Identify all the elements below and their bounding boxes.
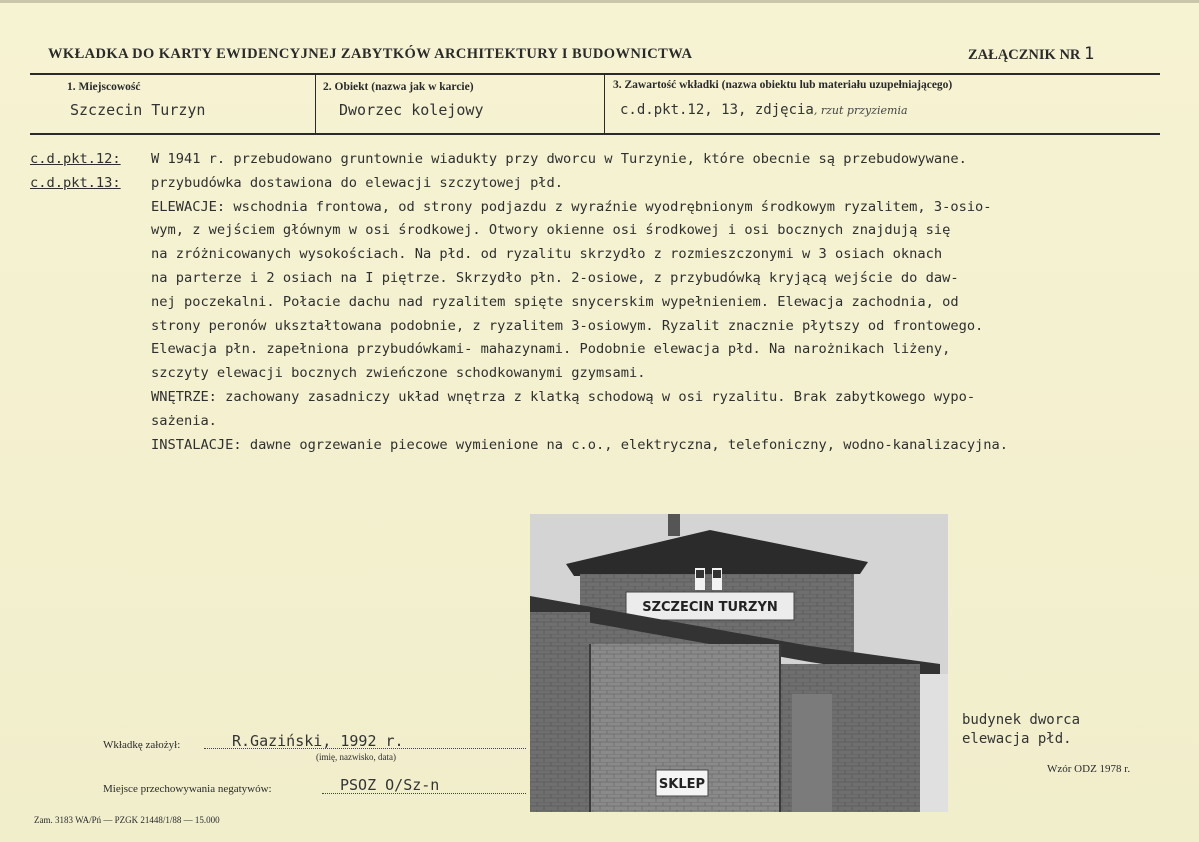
order-number: Zam. 3183 WA/Pń — PZGK 21448/1/88 — 15.000 [34, 815, 220, 825]
body-line [30, 196, 1008, 220]
appendix-number: 1 [1084, 44, 1095, 64]
building-photo-drawing [530, 514, 948, 812]
body-line [30, 362, 1008, 386]
field-value-locality: Szczecin Turzyn [70, 101, 206, 119]
appendix-label-text: ZAŁĄCZNIK NR [968, 47, 1081, 63]
shop-sign: SKLEP [658, 777, 706, 792]
body-line-text: szczyty elewacji bocznych zwieńczone schodkowanymi gzymsami. [151, 365, 646, 382]
field-value-contents-handwritten: , rzut przyziemia [813, 104, 908, 117]
negatives-label: Miejsce przechowywania negatywów: [103, 783, 272, 795]
body-line-text: na parterze i 2 osiach na I piętrze. Skrzydło płn. 2-osiowe, z przybudówką kryjącą wejście do daw- [151, 269, 959, 286]
negatives-value: PSOZ O/Sz-n [340, 776, 440, 794]
body-line [30, 148, 1008, 172]
body-line-text: ELEWACJE: wschodnia frontowa, od strony podjazdu z wyraźnie wyodrębnionym środkowym ryzalitem, 3-osio- [151, 198, 992, 215]
body-line-text: nej poczekalni. Połacie dachu nad ryzalitem spięte snycerskim wypełnieniem. Elewacja zachodnia, od [151, 293, 959, 310]
document-title: WKŁADKA DO KARTY EWIDENCYJNEJ ZABYTKÓW ARCHITEKTURY I BUDOWNICTWA [48, 46, 693, 62]
body-line [30, 267, 1008, 291]
body-line-text: wym, z wejściem głównym w osi środkowej. Otwory okienne osi środkowej i osi bocznych znajdują się [151, 222, 951, 239]
body-line-text: Elewacja płn. zapełniona przybudówkami- mahazynami. Podobnie elewacja płd. Na narożnikach liżeny, [151, 341, 951, 358]
form-pattern: Wzór ODZ 1978 r. [1047, 763, 1131, 775]
field-label-locality: 1. Miejscowość [67, 81, 141, 93]
page-edge [0, 0, 1199, 3]
body-line-text: sażenia. [151, 412, 217, 429]
station-sign: SZCZECIN TURZYN [642, 600, 778, 615]
photo-caption-line-2: elewacja płd. [962, 731, 1072, 747]
header-rule-top [30, 73, 1160, 75]
header-rule-bottom [30, 133, 1160, 135]
field-divider-1 [315, 75, 316, 133]
field-value-contents [620, 102, 908, 118]
photo-caption-line-1: budynek dworca [962, 712, 1081, 728]
body-line [30, 219, 1008, 243]
field-value-object: Dworzec kolejowy [339, 101, 484, 119]
appendix-label [968, 44, 1094, 64]
body-line [30, 386, 1008, 410]
author-hint: (imię, nazwisko, data) [316, 752, 396, 762]
photo-caption [962, 711, 1080, 749]
body-line-text: strony peronów ukształtowana podobnie, z ryzalitem 3-osiowym. Ryzalit znacznie płytszy od frontowego. [151, 317, 984, 334]
body-line [30, 243, 1008, 267]
body-line [30, 172, 1008, 196]
body-line [30, 338, 1008, 362]
author-label: Wkładkę założył: [103, 739, 181, 751]
author-value: R.Gaziński, 1992 r. [232, 732, 404, 750]
body-line-text: INSTALACJE: dawne ogrzewanie piecowe wymienione na c.o., elektryczna, telefoniczny, wodno-kanalizacyjna. [151, 436, 1009, 453]
body-line [30, 315, 1008, 339]
body-line [30, 410, 1008, 434]
field-divider-2 [604, 75, 605, 133]
document-body [30, 148, 1008, 457]
ref-point-12: c.d.pkt.12: [30, 151, 121, 167]
building-photo [530, 514, 948, 812]
body-line-text: W 1941 r. przebudowano gruntownie wiadukty przy dworcu w Turzynie, które obecnie są przebudowywane. [151, 151, 967, 167]
body-line-text: przybudówka dostawiona do elewacji szczytowej płd. [151, 174, 564, 191]
body-line [30, 291, 1008, 315]
field-value-contents-typed: c.d.pkt.12, 13, zdjęcia [620, 102, 814, 118]
body-line-text: WNĘTRZE: zachowany zasadniczy układ wnętrza z klatką schodową w osi ryzalitu. Brak zabytkowego wypo- [151, 388, 976, 405]
field-label-object: 2. Obiekt (nazwa jak w karcie) [323, 81, 474, 93]
field-label-contents: 3. Zawartość wkładki (nazwa obiektu lub materiału uzupełniającego) [613, 79, 953, 91]
body-line [30, 434, 1008, 458]
body-line-text: na zróżnicowanych wysokościach. Na płd. od ryzalitu skrzydło z rozmieszczonymi w 3 osiach oknach [151, 246, 943, 263]
ref-point-13: c.d.pkt.13: [30, 174, 121, 191]
